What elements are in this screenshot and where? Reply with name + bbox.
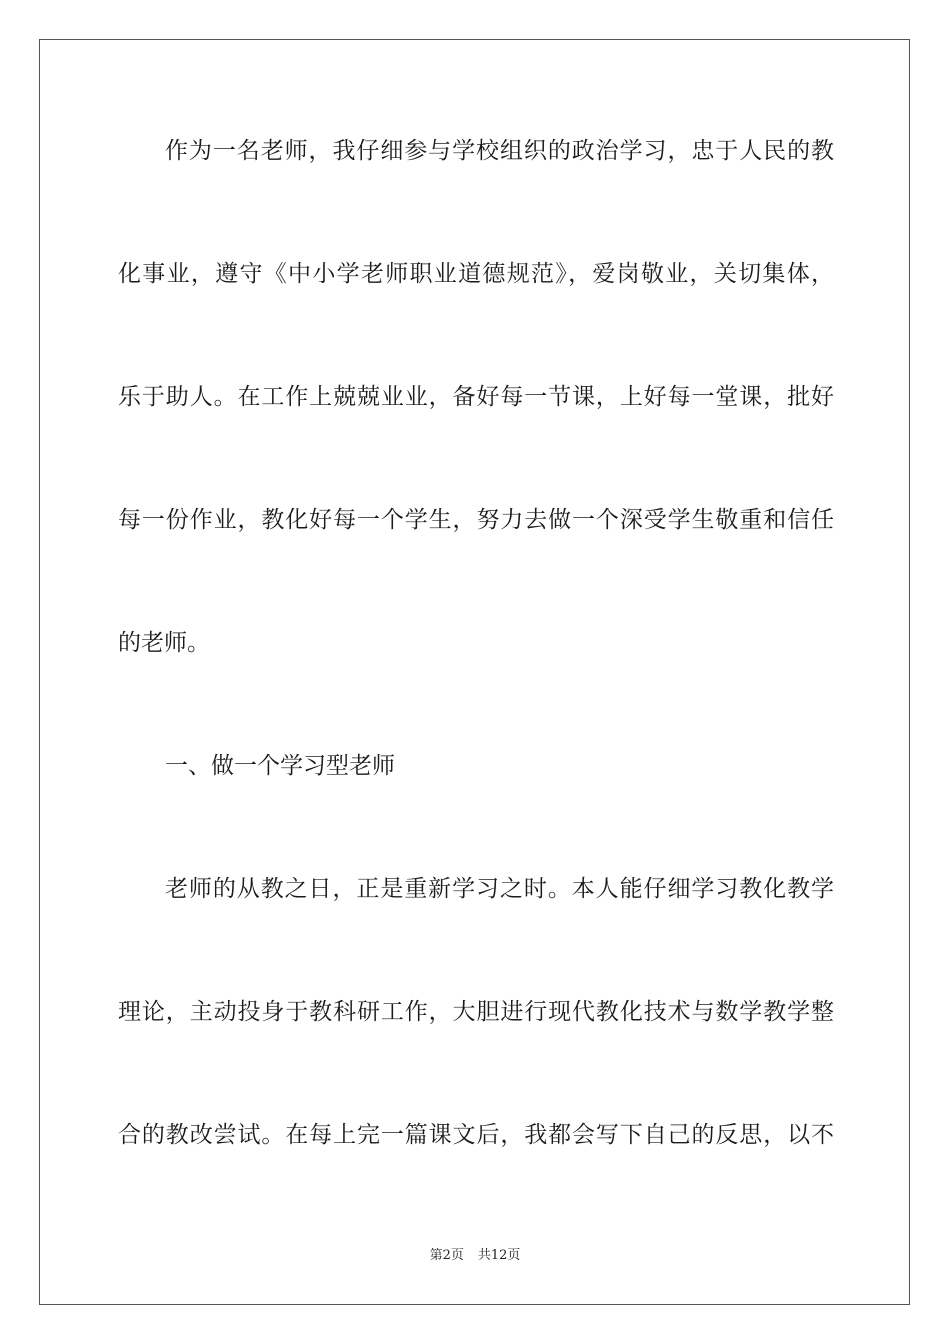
paragraph-1-line-3: 乐于助人。在工作上兢兢业业，备好每一节课，上好每一堂课，批好 bbox=[118, 384, 834, 410]
page-border bbox=[39, 39, 910, 1305]
paragraph-2-line-1: 老师的从教之日，正是重新学习之时。本人能仔细学习教化教学 bbox=[165, 876, 834, 902]
paragraph-1-line-4: 每一份作业，教化好每一个学生，努力去做一个深受学生敬重和信任 bbox=[118, 507, 834, 533]
paragraph-1-line-1: 作为一名老师，我仔细参与学校组织的政治学习，忠于人民的教 bbox=[165, 138, 834, 164]
page-number: 第2页 bbox=[429, 1248, 464, 1263]
section-heading: 一、做一个学习型老师 bbox=[165, 753, 395, 779]
paragraph-1-line-5: 的老师。 bbox=[118, 630, 210, 656]
paragraph-2-line-3: 合的教改尝试。在每上完一篇课文后，我都会写下自己的反思，以不 bbox=[118, 1122, 834, 1148]
paragraph-1-line-2: 化事业，遵守《中小学老师职业道德规范》，爱岗敬业，关切集体， bbox=[118, 261, 834, 287]
paragraph-2-line-2: 理论，主动投身于教科研工作，大胆进行现代教化技术与数学教学整 bbox=[118, 999, 834, 1025]
page-total: 共12页 bbox=[477, 1248, 521, 1263]
page-footer bbox=[0, 1247, 950, 1265]
